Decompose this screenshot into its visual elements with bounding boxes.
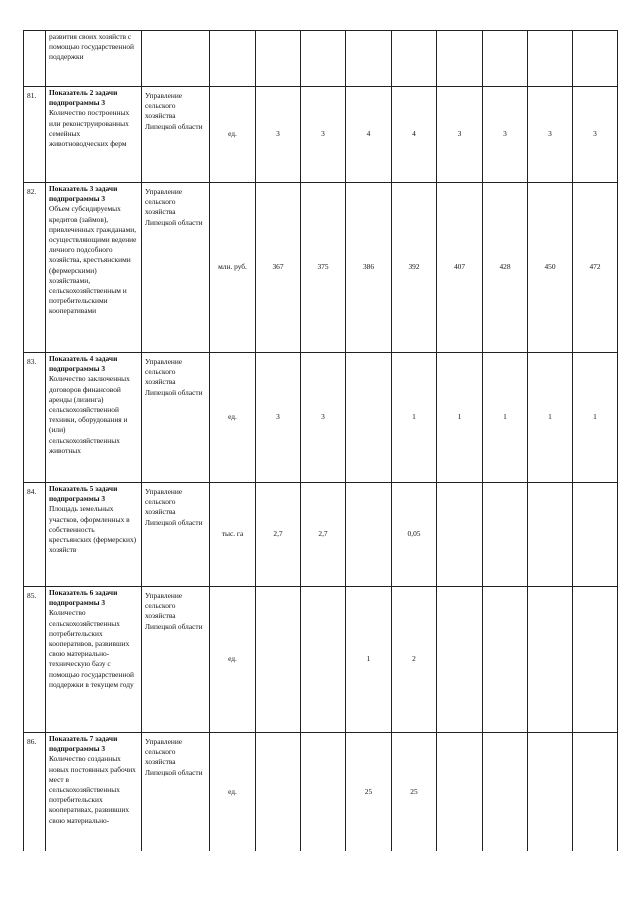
unit-of-measure: ед. [210,587,256,733]
organization-cell [142,31,210,87]
indicator-name-cell [46,87,142,183]
value-cell: 1 [573,353,618,483]
value-cell: 25 [346,733,392,851]
value-cell [483,587,528,733]
responsible-organization: Управление сельского хозяйства Липецкой области [142,733,210,851]
indicator-name-cell [46,353,142,483]
value-cell [483,31,528,87]
value-cell: 3 [573,87,618,183]
value-cell [437,587,483,733]
value-cell: 386 [346,183,392,353]
row-number: 81. [24,87,46,183]
value-cell [573,587,618,733]
row-number: 83. [24,353,46,483]
value-cell: 3 [256,87,301,183]
row-number: 84. [24,483,46,587]
value-cell [301,587,346,733]
value-cell: 3 [256,353,301,483]
indicator-title: Показатель 6 задачи подпрограммы 3 [49,588,118,608]
value-cell: 0,05 [392,483,437,587]
indicator-name-cell [46,587,142,733]
unit-of-measure: ед. [210,733,256,851]
value-cell [346,31,392,87]
value-cell: 2,7 [301,483,346,587]
value-cell [573,31,618,87]
value-cell [256,733,301,851]
value-cell: 450 [528,183,573,353]
table-row [24,87,618,183]
value-cell [437,733,483,851]
indicator-description: Количество сельскохозяйственных потребительских кооперативов, развивших свою материально-техническую базу с помощью государственной поддержки в текущем году [49,608,134,689]
value-cell [528,733,573,851]
value-cell [528,483,573,587]
indicator-description: Объем субсидируемых кредитов (займов), привлеченных гражданами, осуществляющими ведение личного подсобного хозяйства, крестьянскими (фермерскими) хозяйствами, сельскохозяйственным и потребительскими кооперативами [49,204,137,316]
value-cell [437,31,483,87]
unit-of-measure: тыс. га [210,483,256,587]
table-row-continuation [24,31,618,87]
value-cell: 2,7 [256,483,301,587]
indicator-title: Показатель 4 задачи подпрограммы 3 [49,354,118,374]
value-cell [528,31,573,87]
indicator-name-cell [46,733,142,851]
unit-of-measure: ед. [210,87,256,183]
value-cell [346,353,392,483]
row-number: 86. [24,733,46,851]
table-row [24,483,618,587]
unit-of-measure: ед. [210,353,256,483]
table-row [24,183,618,353]
responsible-organization: Управление сельского хозяйства Липецкой области [142,183,210,353]
value-cell: 472 [573,183,618,353]
indicators-table [23,30,618,851]
value-cell: 2 [392,587,437,733]
indicator-description: Площадь земельных участков, оформленных в собственность крестьянских (фермерских) хозяйств [49,504,137,555]
responsible-organization: Управление сельского хозяйства Липецкой области [142,587,210,733]
value-cell: 428 [483,183,528,353]
indicator-description: Количество созданных новых постоянных рабочих мест в сельскохозяйственных потребительских кооперативах, развивших свою материально- [49,754,136,825]
responsible-organization: Управление сельского хозяйства Липецкой области [142,483,210,587]
value-cell: 367 [256,183,301,353]
value-cell [392,31,437,87]
table-row [24,733,618,851]
value-cell [256,31,301,87]
unit-of-measure: млн. руб. [210,183,256,353]
value-cell: 375 [301,183,346,353]
value-cell [573,733,618,851]
value-cell [301,31,346,87]
value-cell [528,587,573,733]
value-cell [483,483,528,587]
indicator-title: Показатель 7 задачи подпрограммы 3 [49,734,118,754]
indicator-name-cell [46,483,142,587]
value-cell [483,733,528,851]
value-cell: 3 [437,87,483,183]
value-cell: 1 [528,353,573,483]
table-row [24,353,618,483]
value-cell: 1 [483,353,528,483]
indicator-description: Количество заключенных договоров финансовой аренды (лизинга) сельскохозяйственной техники, оборудования и (или) сельскохозяйственных животных [49,374,130,455]
value-cell: 1 [392,353,437,483]
value-cell: 1 [437,353,483,483]
value-cell [301,733,346,851]
value-cell: 392 [392,183,437,353]
value-cell [573,483,618,587]
row-number: 85. [24,587,46,733]
value-cell: 4 [392,87,437,183]
responsible-organization: Управление сельского хозяйства Липецкой области [142,353,210,483]
indicator-title: Показатель 3 задачи подпрограммы 3 [49,184,118,204]
value-cell: 3 [301,87,346,183]
value-cell: 3 [483,87,528,183]
unit-cell [210,31,256,87]
value-cell: 4 [346,87,392,183]
indicator-title: Показатель 5 задачи подпрограммы 3 [49,484,118,504]
value-cell [346,483,392,587]
indicator-description: Количество построенных или реконструированных семейных животноводческих ферм [49,108,130,149]
value-cell [437,483,483,587]
indicator-title: Показатель 2 задачи подпрограммы 3 [49,88,118,108]
indicator-name-cell [46,183,142,353]
indicators-table-body [24,31,618,851]
responsible-organization: Управление сельского хозяйства Липецкой области [142,87,210,183]
row-number: 82. [24,183,46,353]
row-number-cell [24,31,46,87]
value-cell: 25 [392,733,437,851]
value-cell: 407 [437,183,483,353]
value-cell: 3 [528,87,573,183]
table-row [24,587,618,733]
value-cell: 3 [301,353,346,483]
value-cell [256,587,301,733]
value-cell: 1 [346,587,392,733]
indicator-name-cell: развития своих хозяйств с помощью государственной поддержки [46,31,142,87]
